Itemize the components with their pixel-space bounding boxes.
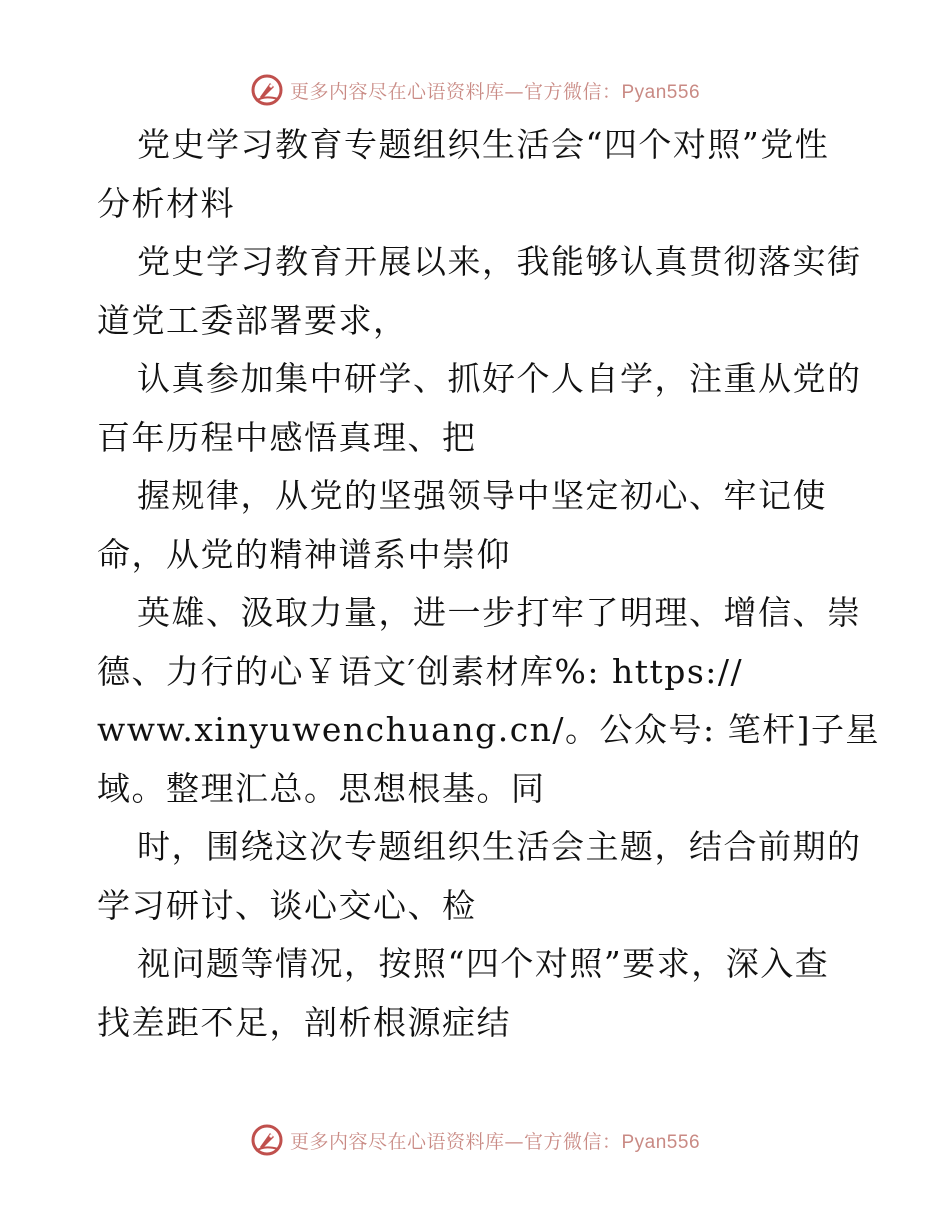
text-line: 德、力行的心￥语文′创素材库%: https://	[97, 651, 744, 691]
text-line: 域。整理汇总。思想根基。同	[97, 768, 546, 808]
watermark-wechat-id: Pyan556	[621, 81, 701, 103]
text-line: 党史学习教育开展以来，我能够认真贯彻落实街	[137, 242, 862, 281]
text-line: 英雄、汲取力量，进一步打牢了明理、增信、崇	[137, 593, 862, 632]
watermark-wechat-id: Pyan556	[621, 1131, 701, 1153]
text-line: 时，围绕这次专题组织生活会主题，结合前期的	[137, 827, 862, 866]
watermark-label: 更多内容尽在心语资料库—官方微信：	[289, 80, 622, 103]
text-line: 百年历程中感悟真理、把	[97, 417, 477, 457]
text-line: 视问题等情况，按照“四个对照”要求，深入查	[137, 944, 830, 983]
text-line: www.xinyuwenchuang.cn/。公众号: 笔杆]子星	[97, 710, 881, 749]
pen-nib-logo-icon	[250, 73, 284, 107]
document-body	[97, 116, 881, 1052]
text-line: 命，从党的精神谱系中崇仰	[97, 534, 511, 574]
watermark-text	[290, 77, 700, 104]
text-line: 握规律，从党的坚强领导中坚定初心、牢记使	[137, 476, 827, 515]
text-line: 学习研讨、谈心交心、检	[97, 885, 477, 925]
text-line: 找差距不足，剖析根源症结	[97, 1002, 511, 1042]
header-watermark	[0, 70, 950, 110]
watermark-text	[290, 1127, 700, 1154]
watermark-label: 更多内容尽在心语资料库—官方微信：	[289, 1130, 622, 1153]
text-line: 分析材料	[97, 183, 235, 223]
footer-watermark	[0, 1120, 950, 1160]
text-line: 道党工委部署要求，	[97, 300, 408, 340]
watermark-group	[250, 73, 700, 107]
text-line: 认真参加集中研学、抓好个人自学，注重从党的	[137, 359, 862, 398]
pen-nib-logo-icon	[250, 1123, 284, 1157]
watermark-group	[250, 1123, 700, 1157]
text-line: 党史学习教育专题组织生活会“四个对照”党性	[137, 125, 830, 164]
